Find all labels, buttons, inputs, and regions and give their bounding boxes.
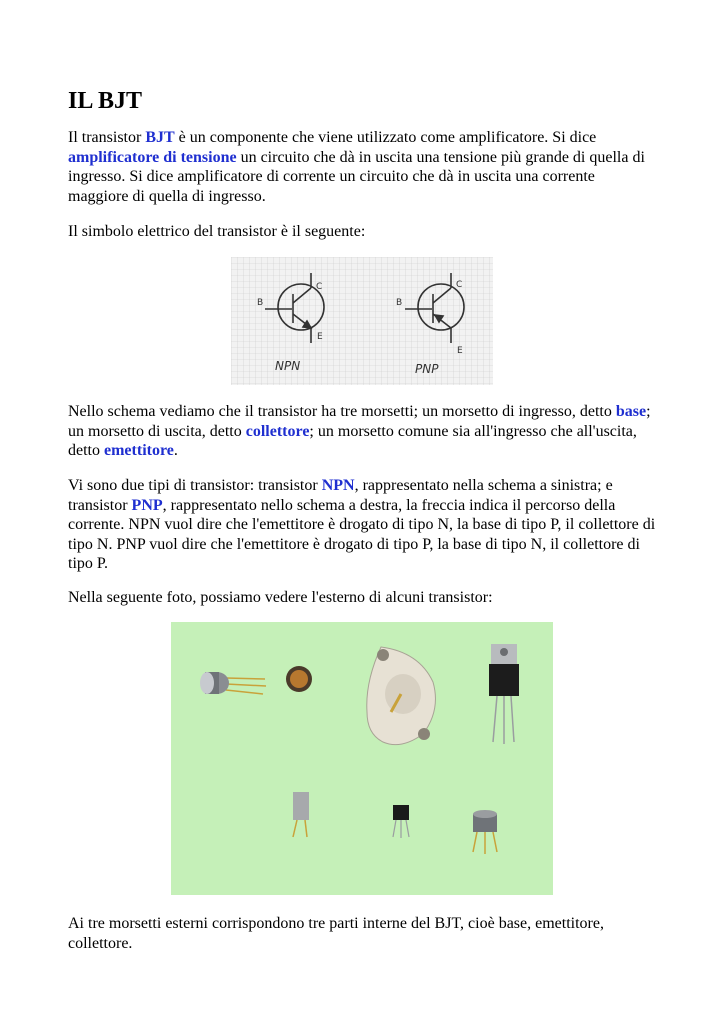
npn-c-label: C: [316, 282, 323, 292]
transistors-photo: [171, 622, 553, 895]
pnp-label: PNP: [415, 362, 439, 376]
transistor-symbol-figure: [231, 257, 493, 385]
closing-paragraph: Ai tre morsetti esterni corrispondono tre parti interne del BJT, cioè base, emettitore, collettore.: [68, 915, 604, 952]
term-bjt: BJT: [145, 129, 175, 146]
page-title: IL BJT: [68, 88, 143, 114]
intro-paragraph: Il transistor BJT è un componente che viene utilizzato come amplificatore. Si dice amplificatore di tensione un circuito che dà in uscita una tensione più grande di quella di ingresso. Si dice amplificatore di corrente un circuito che dà in uscita una corrente maggiore di quella di ingresso.: [68, 129, 645, 205]
photo-intro-paragraph: Nella seguente foto, possiamo vedere l'esterno di alcuni transistor:: [68, 589, 493, 606]
term-npn: NPN: [321, 477, 355, 494]
types-paragraph: Vi sono due tipi di transistor: transistor NPN, rappresentato nella schema a sinistra; e transistor PNP, rappresentato nello schema a destra, la freccia indica il percorso della corrente. NPN vuol dire che l'emettitore è drogato di tipo N, la base di tipo P, il collettore di tipo N. PNP vuol dire che l'emettitore è drogato di tipo P, la base di tipo N, il collettore di tipo P.: [68, 477, 656, 573]
npn-e-label: E: [317, 332, 323, 342]
pnp-b-label: B: [396, 298, 403, 308]
npn-b-label: B: [257, 298, 264, 308]
small-transistor: [286, 666, 312, 692]
terminals-paragraph: Nello schema vediamo che il transistor ha tre morsetti; un morsetto di ingresso, detto base; un morsetto di uscita, detto collettore; un morsetto comune sia all'ingresso che all'uscita, detto emettitore.: [68, 403, 651, 460]
term-amplificatore: amplificatore di tensione: [68, 148, 237, 166]
term-base: base: [615, 403, 647, 420]
symbol-intro-paragraph: Il simbolo elettrico del transistor è il seguente:: [68, 223, 366, 240]
npn-label: NPN: [275, 359, 301, 373]
pnp-e-label: E: [457, 346, 463, 356]
term-collettore: collettore: [245, 422, 310, 440]
pnp-c-label: C: [456, 280, 463, 290]
term-pnp: PNP: [131, 496, 163, 514]
term-emettitore: emettitore: [104, 442, 174, 460]
